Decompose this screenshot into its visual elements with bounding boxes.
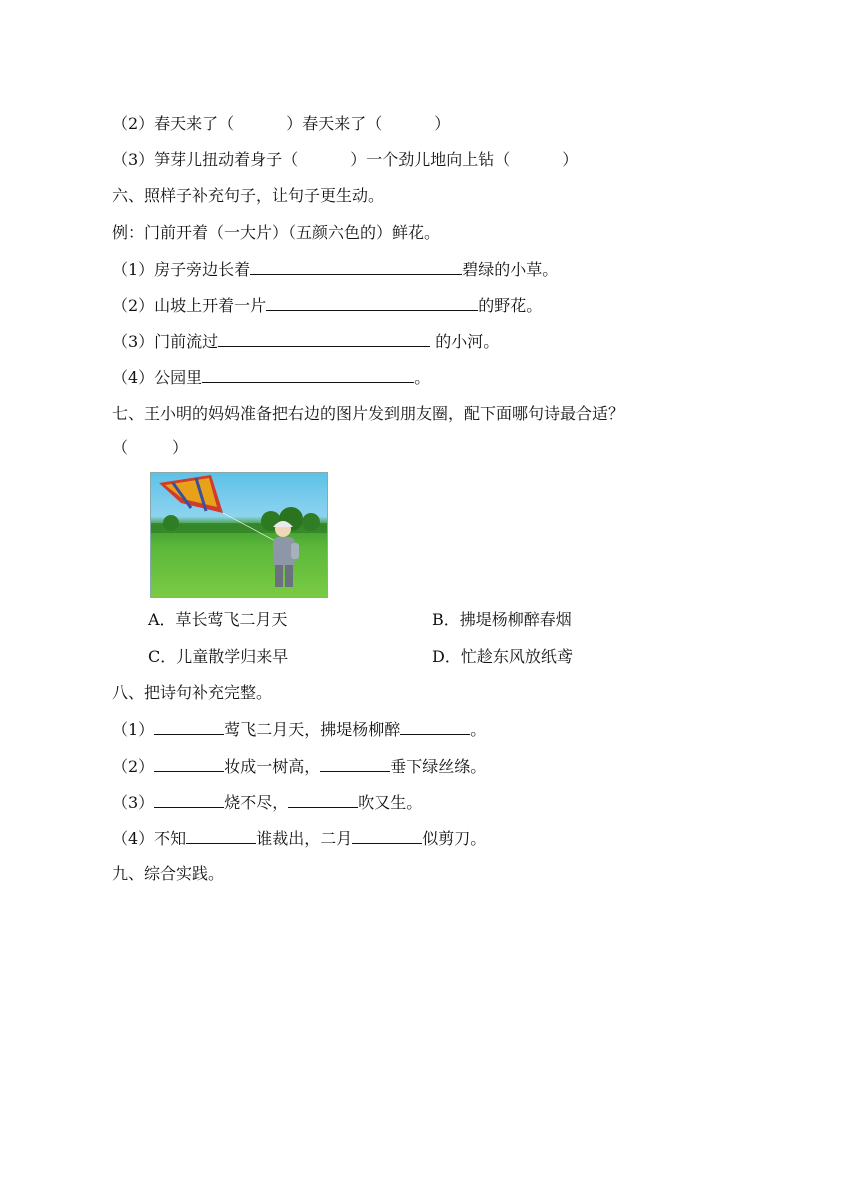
q6-item-4: （4）公园里 。: [112, 368, 431, 387]
q6-example: 例：门前开着（一大片）（五颜六色的）鲜花。: [112, 223, 441, 242]
q5-item-2: （2）春天来了（ ）春天来了（ ）: [112, 114, 451, 133]
q8-heading: 八、把诗句补充完整。: [112, 683, 273, 702]
q7-answer-paren[interactable]: （ ）: [112, 438, 189, 457]
fill-blank[interactable]: [202, 366, 414, 383]
fill-blank[interactable]: [400, 718, 470, 735]
q6-item-1: （1）房子旁边长着 碧绿的小草。: [112, 260, 559, 279]
q6-heading: 六、照样子补充句子，让句子更生动。: [112, 186, 385, 205]
fill-blank[interactable]: [320, 755, 390, 772]
q7-option-d[interactable]: D．忙趁东风放纸鸢: [432, 647, 573, 666]
q8-item-4: （4）不知 谁裁出，二月 似剪刀。: [112, 829, 487, 848]
fill-blank[interactable]: [154, 755, 224, 772]
q7-option-b[interactable]: B．拂堤杨柳醉春烟: [432, 610, 572, 629]
fill-blank[interactable]: [186, 827, 256, 844]
fill-blank[interactable]: [352, 827, 422, 844]
q8-item-1: （1） 莺飞二月天，拂堤杨柳醉 。: [112, 720, 487, 739]
kite-illustration: [151, 473, 327, 597]
fill-blank[interactable]: [154, 718, 224, 735]
fill-blank[interactable]: [218, 330, 430, 347]
q8-item-3: （3） 烧不尽， 吹又生。: [112, 793, 423, 812]
q7-heading: 七、王小明的妈妈准备把右边的图片发到朋友圈，配下面哪句诗最合适？: [112, 404, 625, 423]
q6-item-3: （3）门前流过 的小河。: [112, 332, 500, 351]
q7-option-a[interactable]: A．草长莺飞二月天: [148, 610, 288, 629]
kite-photo: [150, 472, 328, 598]
q8-item-2: （2） 妆成一树高， 垂下绿丝绦。: [112, 757, 487, 776]
fill-blank[interactable]: [250, 258, 462, 275]
q7-option-c[interactable]: C．儿童散学归来早: [148, 647, 289, 666]
q6-item-2: （2）山坡上开着一片 的野花。: [112, 296, 543, 315]
fill-blank[interactable]: [288, 791, 358, 808]
q9-heading: 九、综合实践。: [112, 864, 225, 883]
q5-item-3: （3）笋芽儿扭动着身子（ ）一个劲儿地向上钻（ ）: [112, 150, 579, 169]
fill-blank[interactable]: [154, 791, 224, 808]
fill-blank[interactable]: [266, 294, 478, 311]
